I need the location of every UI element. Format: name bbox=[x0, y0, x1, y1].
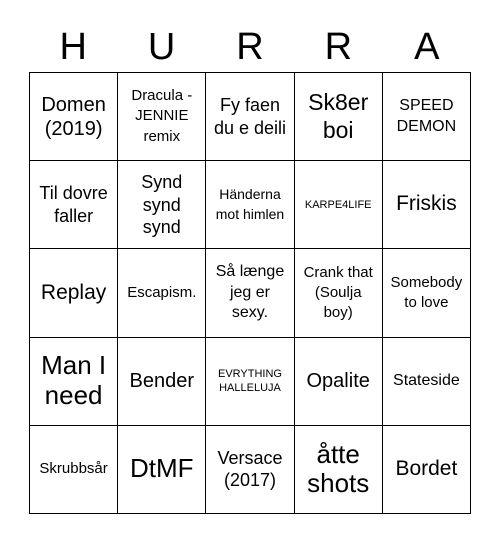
cell-text: Fy faen du e deili bbox=[213, 95, 287, 138]
cell-text: Somebody to love bbox=[390, 273, 463, 311]
bingo-header bbox=[29, 22, 471, 72]
cell-text: SPEED DEMON bbox=[396, 96, 457, 135]
cell-text: EVRYTHING HALLELUJA bbox=[218, 367, 282, 395]
cell-text: Skrubbsår bbox=[39, 460, 108, 478]
bingo-board bbox=[29, 72, 471, 514]
bingo-cell[interactable] bbox=[206, 249, 294, 337]
header-letter-h: H bbox=[59, 26, 87, 68]
header-letter-a: A bbox=[414, 26, 440, 68]
cell-text: Dracula - JENNIE remix bbox=[131, 87, 193, 145]
cell-text: Escapism. bbox=[127, 283, 197, 301]
cell-text: Til dovre faller bbox=[39, 183, 108, 226]
bingo-cell[interactable] bbox=[30, 426, 118, 514]
bingo-cell[interactable] bbox=[118, 73, 206, 161]
bingo-cell[interactable] bbox=[118, 338, 206, 426]
bingo-cell[interactable] bbox=[30, 161, 118, 249]
bingo-cell[interactable] bbox=[295, 249, 383, 337]
cell-text: Stateside bbox=[393, 371, 460, 389]
bingo-cell[interactable] bbox=[383, 249, 471, 337]
bingo-cell[interactable] bbox=[30, 249, 118, 337]
header-letter-u: U bbox=[147, 26, 176, 68]
bingo-cell[interactable] bbox=[383, 73, 471, 161]
bingo-cell[interactable] bbox=[206, 161, 294, 249]
cell-text: Opalite bbox=[306, 370, 370, 393]
cell-text: KARPE4LIFE bbox=[304, 198, 372, 211]
cell-text: Händerna mot himlen bbox=[215, 186, 285, 222]
cell-text: Replay bbox=[40, 280, 107, 304]
cell-text: Synd synd synd bbox=[141, 172, 183, 238]
bingo-cell[interactable] bbox=[295, 338, 383, 426]
header-letter-r: R bbox=[236, 26, 264, 68]
cell-text: DtMF bbox=[130, 453, 194, 484]
cell-text: Så længe jeg er sexy. bbox=[215, 262, 285, 322]
cell-text: Versace (2017) bbox=[217, 447, 283, 491]
cell-text: Crank that (Soulja boy) bbox=[303, 263, 373, 322]
bingo-cell[interactable] bbox=[30, 338, 118, 426]
bingo-cell[interactable] bbox=[118, 161, 206, 249]
bingo-cell[interactable] bbox=[118, 249, 206, 337]
bingo-cell[interactable] bbox=[383, 426, 471, 514]
bingo-cell[interactable] bbox=[118, 426, 206, 514]
bingo-cell[interactable] bbox=[295, 73, 383, 161]
cell-text: Bender bbox=[129, 370, 195, 393]
cell-text: Sk8er boi bbox=[308, 89, 369, 143]
bingo-cell[interactable] bbox=[206, 73, 294, 161]
cell-text: Bordet bbox=[395, 457, 458, 480]
bingo-cell[interactable] bbox=[383, 161, 471, 249]
bingo-cell[interactable] bbox=[295, 161, 383, 249]
cell-text: Domen (2019) bbox=[41, 93, 106, 140]
cell-text: Friskis bbox=[396, 192, 457, 216]
header-letter-r-2: R bbox=[324, 26, 353, 68]
bingo-cell[interactable] bbox=[206, 426, 294, 514]
bingo-cell[interactable] bbox=[206, 338, 294, 426]
bingo-cell[interactable] bbox=[383, 338, 471, 426]
cell-text: Man I need bbox=[41, 350, 107, 411]
bingo-cell[interactable] bbox=[30, 73, 118, 161]
bingo-cell[interactable] bbox=[295, 426, 383, 514]
cell-text: åtte shots bbox=[307, 438, 370, 499]
